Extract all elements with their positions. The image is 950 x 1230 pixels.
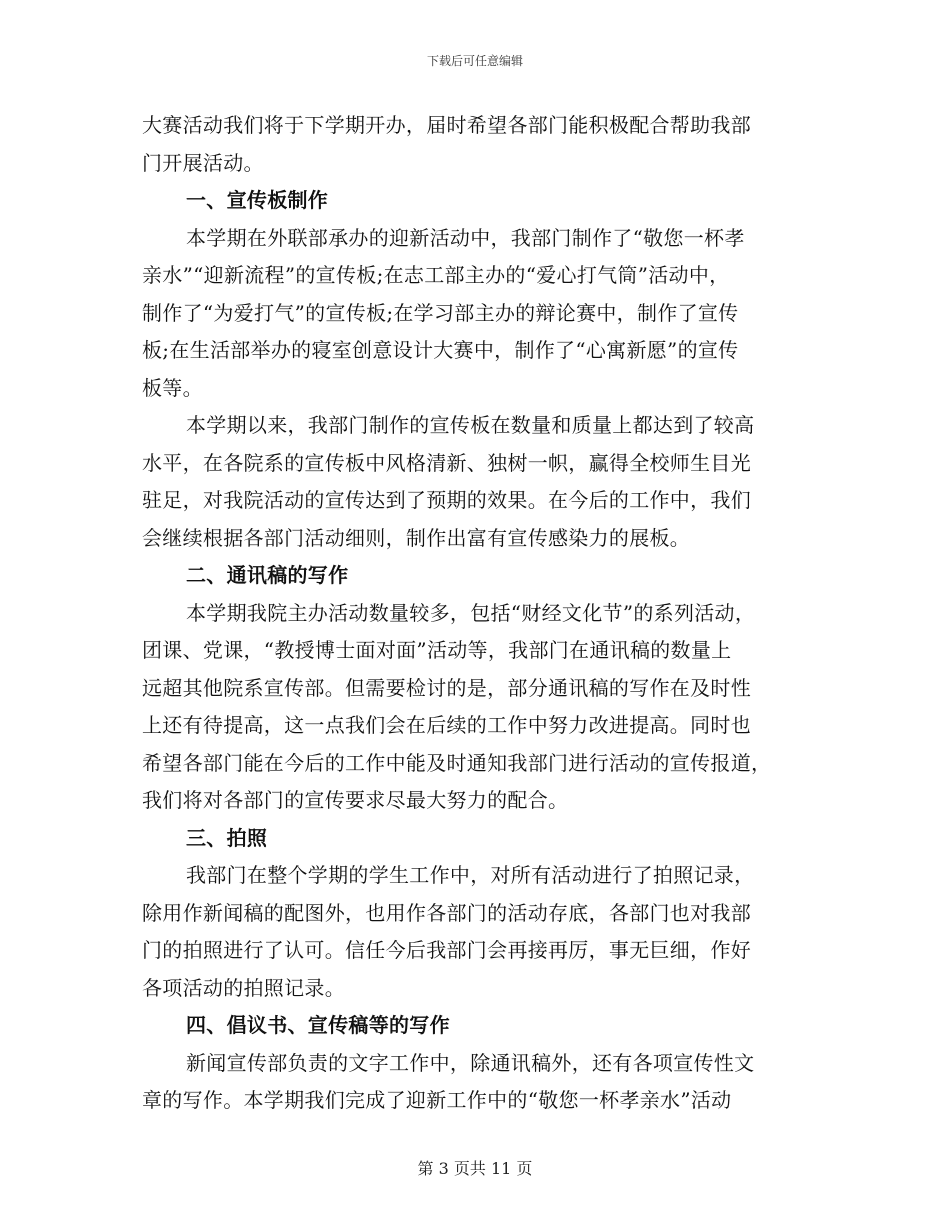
paragraph-line: 本学期在外联部承办的迎新活动中，我部门制作了“敬您一杯孝 <box>186 225 745 250</box>
paragraph-line: 制作了“为爱打气”的宣传板;在学习部主办的辩论赛中，制作了宣传 <box>142 300 739 325</box>
paragraph-line: 本学期我院主办活动数量较多，包括“财经文化节”的系列活动， <box>186 600 756 625</box>
section-heading: 一、宣传板制作 <box>186 188 329 212</box>
section-heading: 三、拍照 <box>186 825 268 850</box>
page-header: 下载后可任意编辑 <box>426 54 523 68</box>
paragraph-line: 会继续根据各部门活动细则，制作出富有宣传感染力的展板。 <box>142 525 691 550</box>
paragraph-line: 大赛活动我们将于下学期开办，届时希望各部门能积极配合帮助我部 <box>142 113 751 137</box>
section-heading: 二、通讯稿的写作 <box>186 563 349 587</box>
paragraph-line: 门的拍照进行了认可。信任今后我部门会再接再厉，事无巨细，作好 <box>142 938 751 962</box>
paragraph-line: 本学期以来，我部门制作的宣传板在数量和质量上都达到了较高 <box>186 413 755 437</box>
paragraph-line: 上还有待提高，这一点我们会在后续的工作中努力改进提高。同时也 <box>142 713 751 737</box>
paragraph-line: 希望各部门能在今后的工作中能及时通知我部门进行活动的宣传报道， <box>142 750 772 775</box>
paragraph-line: 我部门在整个学期的学生工作中，对所有活动进行了拍照记录， <box>186 863 755 887</box>
paragraph-line: 新闻宣传部负责的文字工作中，除通讯稿外，还有各项宣传性文 <box>186 1050 755 1075</box>
section-heading: 四、倡议书、宣传稿等的写作 <box>186 1013 450 1037</box>
paragraph-line: 亲水”“迎新流程”的宣传板;在志工部主办的“爱心打气筒”活动中， <box>142 263 730 287</box>
paragraph-line: 板;在生活部举办的寝室创意设计大赛中，制作了“心寓新愿”的宣传 <box>142 338 739 362</box>
paragraph-line: 除用作新闻稿的配图外，也用作各部门的活动存底，各部门也对我部 <box>142 900 751 925</box>
page-footer: 第 3 页共 11 页 <box>417 1159 533 1178</box>
paragraph-line: 章的写作。本学期我们完成了迎新工作中的“敬您一杯孝亲水”活动 <box>142 1088 732 1112</box>
paragraph-line: 驻足，对我院活动的宣传达到了预期的效果。在今后的工作中，我们 <box>142 488 751 512</box>
paragraph-line: 水平，在各院系的宣传板中风格清新、独树一帜，赢得全校师生目光 <box>142 450 751 475</box>
paragraph-line: 门开展活动。 <box>142 150 264 175</box>
paragraph-line: 远超其他院系宣传部。但需要检讨的是，部分通讯稿的写作在及时性 <box>142 675 751 700</box>
document-body <box>142 107 807 1120</box>
paragraph-line: 团课、党课，“教授博士面对面”活动等，我部门在通讯稿的数量上 <box>142 638 732 662</box>
paragraph-line: 各项活动的拍照记录。 <box>142 975 345 1000</box>
paragraph-line: 板等。 <box>142 375 203 400</box>
paragraph-line: 我们将对各部门的宣传要求尽最大努力的配合。 <box>142 788 569 812</box>
